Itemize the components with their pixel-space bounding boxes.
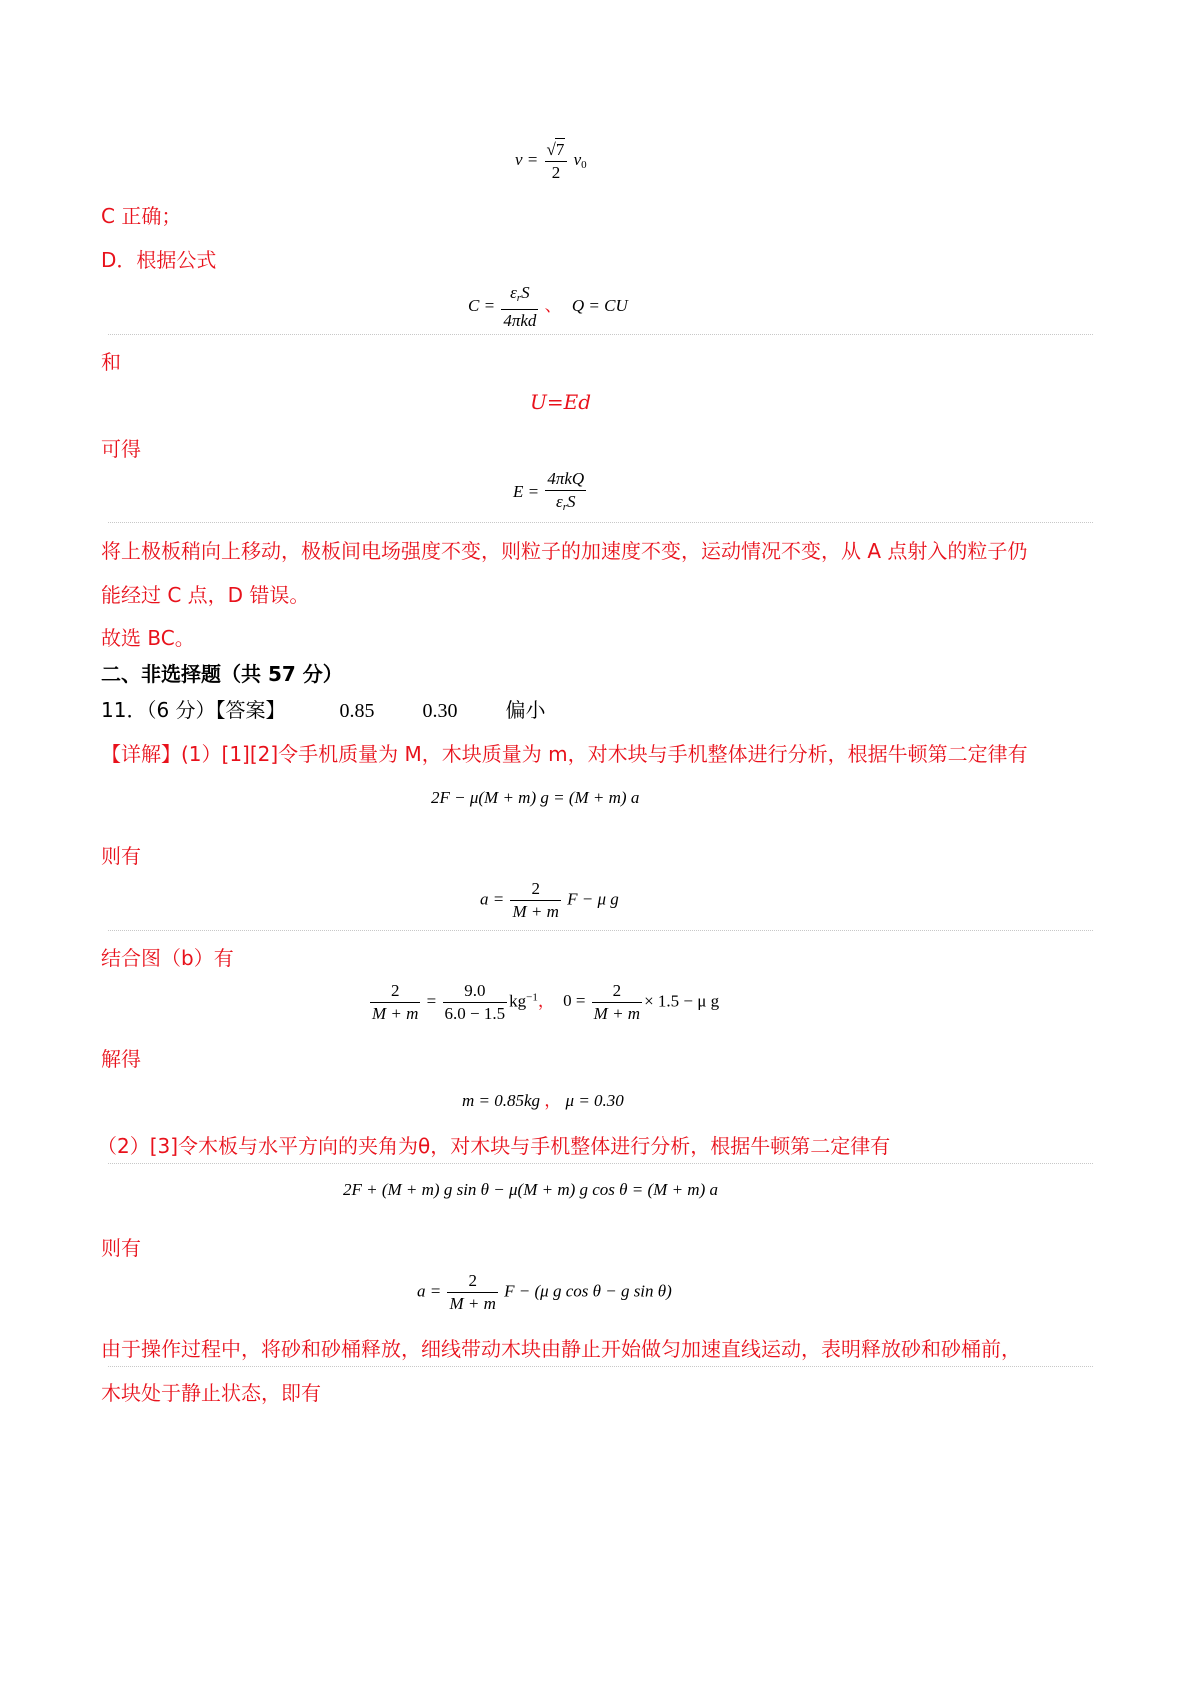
- formula-a1-den: M + m: [512, 902, 559, 921]
- formula-c2-rhs: × 1.5 − μ g: [644, 991, 720, 1011]
- formula-newton-1: 2F − μ(M + m) g = (M + m) a: [431, 788, 640, 807]
- formula-v-rhs: v: [573, 149, 582, 169]
- q11-answer-line: [101, 694, 546, 723]
- section-title: 二、非选择题（共 57 分）: [101, 662, 343, 686]
- line-detail-2: （2）[3]令木板与水平方向的夹角为θ，对木块与手机整体进行分析，根据牛顿第二定律有: [97, 1134, 891, 1158]
- line-solve: 解得: [101, 1047, 141, 1071]
- formula-c1-num: 2: [370, 980, 420, 1003]
- formula-cap-eps: ε: [510, 283, 517, 302]
- formula-capacitance: [468, 282, 628, 332]
- formula-cap-fraction: [501, 282, 538, 332]
- formula-sol-sep: ，: [544, 1091, 562, 1111]
- formula-a2-rhs: F − (μ g cos θ − g sin θ): [504, 1281, 672, 1301]
- formula-newton-2: 2F + (M + m) g sin θ − μ(M + m) g cos θ = (M + m) a: [343, 1180, 718, 1199]
- formula-a1-rhs: F − μ g: [567, 889, 619, 909]
- formula-combine: [368, 980, 719, 1025]
- formula-v-fraction: $\frac{√7}{2}$: [545, 138, 568, 184]
- formula-e-s: S: [567, 492, 576, 511]
- formula-e-eps-sub: r: [562, 501, 568, 513]
- line-c-correct: C 正确；: [101, 204, 182, 228]
- formula-solution: [462, 1086, 624, 1111]
- formula-c2-lhs: 0 =: [563, 991, 586, 1011]
- q11-ans1: 0.85: [339, 700, 375, 722]
- formula-e-lhs: E =: [513, 481, 540, 501]
- divider-dotted-4: [108, 1163, 1093, 1164]
- formula-cap-eps-sub: r: [516, 292, 522, 304]
- line-release-1: 由于操作过程中，将砂和砂桶释放，细线带动木块由静止开始做匀加速直线运动，表明释放砂和砂桶前，: [101, 1337, 1021, 1361]
- q11-ans2: 0.30: [422, 700, 458, 722]
- formula-v-num: 7: [555, 140, 565, 159]
- formula-field: [513, 468, 588, 518]
- q11-prefix: 11．（6 分）【答案】: [101, 698, 286, 722]
- formula-v-sub: 0: [581, 158, 587, 171]
- divider-dotted-5: [108, 1366, 1093, 1367]
- formula-q-cu: Q = CU: [571, 295, 628, 315]
- line-detail-1: 【详解】(1）[1][2]令手机质量为 M，木块质量为 m，对木块与手机整体进行分析，根据牛顿第二定律有: [101, 742, 1028, 766]
- formula-a1-fraction: [510, 878, 560, 923]
- formula-a2-lhs: a =: [417, 1281, 442, 1301]
- line-choose: 故选 BC。: [101, 626, 195, 650]
- formula-a2-num: 2: [447, 1270, 497, 1293]
- line-and: 和: [101, 350, 121, 374]
- divider-dotted-3: [108, 930, 1093, 931]
- formula-accel-2: [417, 1270, 672, 1315]
- line-then-1: 则有: [101, 844, 141, 868]
- formula-a2-fraction: [447, 1270, 497, 1315]
- formula-e-eps: ε: [556, 492, 563, 511]
- line-then-2: 则有: [101, 1236, 141, 1260]
- formula-a1-num: 2: [510, 878, 560, 901]
- line-ke-de: 可得: [101, 437, 141, 461]
- divider-dotted-1: [108, 334, 1093, 335]
- formula-c1-unit: kg: [509, 991, 527, 1011]
- formula-a2-den: M + m: [449, 1294, 496, 1313]
- formula-e-num: 4πkQ: [545, 468, 586, 491]
- formula-c1-comma: ，: [537, 991, 555, 1012]
- formula-velocity: [515, 138, 587, 184]
- formula-cap-den: 4πkd: [503, 311, 537, 330]
- formula-c1-fraction: [370, 980, 420, 1025]
- formula-v-den: 2: [551, 163, 561, 182]
- formula-sol-mu: μ = 0.30: [565, 1091, 624, 1110]
- formula-cap-lhs: C =: [468, 295, 496, 315]
- q11-ans3: 偏小: [505, 698, 546, 722]
- formula-c2-fraction: [592, 980, 642, 1025]
- formula-c1-eq: =: [426, 991, 437, 1011]
- formula-cap-s: S: [521, 283, 530, 302]
- formula-c1-den: M + m: [372, 1004, 419, 1023]
- line-release-2: 木块处于静止状态，即有: [101, 1381, 321, 1405]
- formula-c1-unit-sup: −1: [526, 991, 538, 1004]
- formula-cap-sep: 、: [544, 295, 562, 316]
- line-u-eq-ed: U=Ed: [530, 390, 592, 414]
- formula-c2-den: M + m: [593, 1004, 641, 1023]
- line-move-plate-2: 能经过 C 点，D 错误。: [101, 583, 310, 607]
- line-move-plate-1: 将上极板稍向上移动，极板间电场强度不变，则粒子的加速度不变，运动情况不变，从 A 点射入的粒子仍: [101, 539, 1028, 563]
- formula-a1-lhs: a =: [480, 889, 505, 909]
- formula-accel-1: [480, 878, 619, 923]
- line-combine: 结合图（b）有: [101, 946, 234, 970]
- formula-c1-fraction-2: [443, 980, 508, 1025]
- divider-dotted-2: [108, 522, 1093, 523]
- formula-c1-num2: 9.0: [443, 980, 508, 1003]
- formula-e-fraction: [545, 468, 586, 518]
- formula-sol-m: m = 0.85kg: [462, 1091, 541, 1110]
- formula-v-lhs: v =: [515, 149, 539, 169]
- formula-c1-den2: 6.0 − 1.5: [444, 1004, 506, 1023]
- line-d-formula: D．根据公式: [101, 248, 217, 272]
- formula-c2-num: 2: [592, 980, 642, 1003]
